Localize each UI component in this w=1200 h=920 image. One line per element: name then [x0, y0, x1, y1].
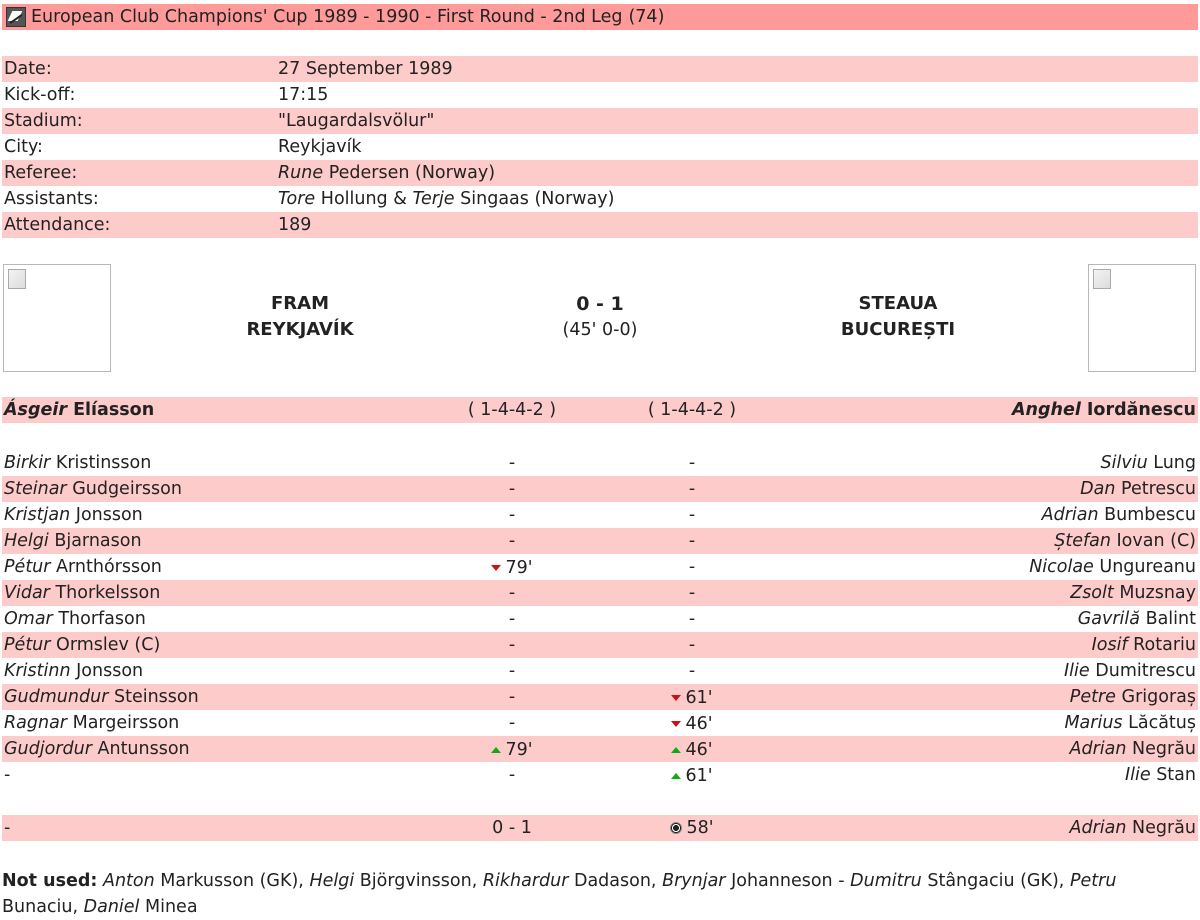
player-first-name: Ștefan: [1054, 531, 1111, 551]
player-last-name: Thorkelsson: [55, 583, 161, 603]
home-player[interactable]: [4, 687, 199, 707]
lineup-row: [2, 658, 1198, 684]
event-text: -: [688, 557, 696, 577]
away-event: [602, 609, 782, 629]
player-last-name: Iovan (C): [1116, 531, 1196, 551]
away-event: [602, 531, 782, 551]
event-text: 61': [685, 766, 713, 786]
player-first-name: Rikhardur: [482, 871, 569, 891]
lineup-row: [2, 502, 1198, 528]
home-event: [422, 765, 602, 785]
away-event: [602, 557, 782, 577]
event-text: -: [688, 453, 696, 473]
home-player[interactable]: [4, 479, 182, 499]
scorer-last-name: Negrău: [1132, 818, 1196, 838]
player-last-name: Gudgeirsson: [72, 479, 182, 499]
event-text: 79': [505, 740, 533, 760]
info-row-stadium: [2, 108, 1198, 134]
not-used-section: [2, 868, 1198, 920]
home-player[interactable]: [4, 635, 160, 655]
player-last-name: Jonsson: [76, 661, 144, 681]
player-first-name: Omar: [4, 609, 53, 629]
away-event: [602, 738, 782, 760]
info-label: Attendance:: [4, 215, 111, 235]
player-last-name: Stângaciu (GK),: [927, 871, 1065, 891]
home-event: [422, 505, 602, 525]
info-label: Assistants:: [4, 189, 99, 209]
player-last-name: -: [4, 765, 11, 785]
home-player[interactable]: [4, 765, 10, 785]
away-player[interactable]: [1070, 583, 1196, 603]
away-player[interactable]: [1029, 557, 1196, 577]
player-last-name: Lung: [1153, 453, 1196, 473]
player-first-name: Ilie: [1064, 661, 1090, 681]
info-value: Reykjavík: [278, 137, 362, 157]
player-first-name: Pétur: [4, 557, 51, 577]
sub-out-icon: [671, 695, 681, 701]
player-first-name: Petru: [1069, 871, 1117, 891]
home-player[interactable]: [4, 453, 151, 473]
player-first-name: Marius: [1064, 713, 1123, 733]
event-text: -: [508, 713, 516, 733]
goal-minute: 58': [686, 817, 714, 838]
player-last-name: Dumitrescu: [1095, 661, 1196, 681]
referee-first-name: Rune: [278, 163, 324, 183]
lineup-row: [2, 710, 1198, 736]
not-used-separator: -: [838, 871, 845, 891]
sub-in-icon: [671, 773, 681, 779]
goal-event: [602, 818, 782, 839]
away-team-logo: [1088, 264, 1196, 372]
player-last-name: Bumbescu: [1104, 505, 1196, 525]
player-first-name: Dumitru: [850, 871, 922, 891]
ball-icon: [670, 822, 682, 834]
home-player[interactable]: [4, 583, 160, 603]
away-player[interactable]: [1101, 453, 1196, 473]
event-text: 79': [505, 558, 533, 578]
player-last-name: Petrescu: [1121, 479, 1196, 499]
not-used-label: Not used:: [2, 871, 98, 891]
home-event: [422, 556, 602, 578]
event-text: -: [688, 661, 696, 681]
info-label: Referee:: [4, 163, 78, 183]
lineup-row: [2, 528, 1198, 554]
scorer-first-name: Adrian: [1069, 818, 1127, 838]
info-value: [278, 163, 495, 183]
home-player[interactable]: [4, 739, 190, 759]
page-title: European Club Champions' Cup 1989 - 1990 - First Round - 2nd Leg: [31, 7, 623, 27]
player-last-name: Dadason,: [573, 871, 657, 891]
player-first-name: Zsolt: [1070, 583, 1114, 603]
info-row-date: [2, 56, 1198, 82]
player-last-name: Muzsnay: [1119, 583, 1196, 603]
halftime-score: (45' 0-0): [562, 320, 638, 340]
player-last-name: Thorfason: [58, 609, 146, 629]
away-event: [602, 479, 782, 499]
home-event: [422, 635, 602, 655]
assistant-first-name: Terje: [412, 189, 455, 209]
lineup-row: [2, 684, 1198, 710]
away-event: [602, 686, 782, 708]
home-team-logo: [3, 264, 111, 372]
player-first-name: Kristjan: [4, 505, 71, 525]
info-row-referee: [2, 160, 1198, 186]
lineup-row: [2, 762, 1198, 788]
away-team-name-line2: BUCUREȘTI: [840, 319, 956, 340]
lineup-row: [2, 606, 1198, 632]
assistant-last-name: Hollung &: [320, 189, 407, 209]
player-first-name: Vidar: [4, 583, 50, 603]
home-event: [422, 531, 602, 551]
home-formation: ( 1-4-4-2 ): [467, 400, 557, 420]
home-event: [422, 738, 602, 760]
home-coach-last-name: Elíasson: [73, 400, 155, 420]
event-text: -: [508, 765, 516, 785]
player-first-name: Adrian: [1041, 505, 1099, 525]
info-label: City:: [4, 137, 43, 157]
event-text: 46': [685, 740, 713, 760]
player-first-name: Iosif: [1091, 635, 1128, 655]
home-event: [422, 453, 602, 473]
player-last-name: Johanneson: [731, 871, 833, 891]
away-player[interactable]: [1092, 635, 1196, 655]
away-event: [602, 505, 782, 525]
away-player[interactable]: [1078, 609, 1196, 629]
away-player[interactable]: [1069, 739, 1196, 759]
home-team-name[interactable]: [180, 291, 420, 343]
player-first-name: Anton: [102, 871, 155, 891]
event-text: -: [508, 583, 516, 603]
event-text: -: [508, 635, 516, 655]
player-last-name: Kristinsson: [55, 453, 152, 473]
home-event: [422, 713, 602, 733]
info-row-city: [2, 134, 1198, 160]
goal-home-cell: -: [4, 818, 11, 838]
player-first-name: Dan: [1080, 479, 1116, 499]
player-last-name: Balint: [1145, 609, 1196, 629]
lineup-row: [2, 580, 1198, 606]
home-player[interactable]: [4, 505, 143, 525]
assistant-first-name: Tore: [278, 189, 316, 209]
event-text: -: [688, 531, 696, 551]
home-coach[interactable]: [4, 400, 154, 420]
away-event: [602, 764, 782, 786]
goal-running-score: 0 - 1: [492, 818, 532, 838]
lineup-row: [2, 632, 1198, 658]
home-event: [422, 609, 602, 629]
player-last-name: Grigoraș: [1121, 687, 1196, 707]
player-first-name: Silviu: [1100, 453, 1148, 473]
player-first-name: Gudmundur: [4, 687, 109, 707]
player-first-name: Helgi: [4, 531, 49, 551]
player-last-name: Stan: [1156, 765, 1196, 785]
away-event: [602, 712, 782, 734]
lineup-row: [2, 736, 1198, 762]
player-first-name: Petre: [1069, 687, 1116, 707]
home-team-name-line2: REYKJAVÍK: [246, 319, 354, 340]
player-last-name: Arnthórsson: [56, 557, 162, 577]
player-last-name: Ungureanu: [1099, 557, 1196, 577]
sub-out-icon: [491, 565, 501, 571]
away-coach-first-name: Anghel: [1011, 400, 1081, 420]
event-text: -: [508, 687, 516, 707]
info-label: Kick-off:: [4, 85, 76, 105]
home-event: [422, 661, 602, 681]
player-first-name: Gavrilă: [1077, 609, 1140, 629]
player-last-name: Ormslev (C): [56, 635, 161, 655]
event-text: -: [508, 531, 516, 551]
home-player[interactable]: [4, 557, 162, 577]
home-event: [422, 479, 602, 499]
event-text: -: [508, 609, 516, 629]
away-player[interactable]: [1054, 531, 1196, 551]
event-text: 61': [685, 688, 713, 708]
event-text: 46': [685, 714, 713, 734]
home-team-name-line1: FRAM: [271, 293, 329, 314]
player-first-name: Brynjar: [662, 871, 726, 891]
home-player[interactable]: [4, 661, 143, 681]
referee-last-name: Pedersen (Norway): [328, 163, 496, 183]
player-first-name: Gudjordur: [4, 739, 92, 759]
player-first-name: Daniel: [83, 897, 140, 917]
final-score: 0 - 1: [576, 293, 624, 315]
away-team-name[interactable]: [778, 291, 1018, 343]
coaches-row: [2, 397, 1198, 423]
event-text: -: [688, 505, 696, 525]
player-last-name: Bjarnason: [54, 531, 142, 551]
player-last-name: Steinsson: [113, 687, 199, 707]
away-event: [602, 661, 782, 681]
home-event: [422, 687, 602, 707]
sub-out-icon: [671, 721, 681, 727]
info-label: Stadium:: [4, 111, 83, 131]
info-row-assistants: [2, 186, 1198, 212]
away-player[interactable]: [1064, 713, 1196, 733]
info-value: 27 September 1989: [278, 59, 453, 79]
away-event: [602, 583, 782, 603]
event-text: -: [688, 635, 696, 655]
player-last-name: Markusson (GK),: [160, 871, 304, 891]
event-text: -: [508, 453, 516, 473]
goal-row: [2, 815, 1198, 841]
event-text: -: [508, 505, 516, 525]
sub-in-icon: [671, 747, 681, 753]
player-last-name: Jonsson: [75, 505, 143, 525]
player-last-name: Rotariu: [1133, 635, 1196, 655]
player-last-name: Minea: [145, 897, 198, 917]
info-row-kickoff: [2, 82, 1198, 108]
away-formation: ( 1-4-4-2 ): [647, 400, 737, 420]
player-first-name: Helgi: [309, 871, 355, 891]
not-used-home: [103, 871, 838, 891]
assistant-last-name: Singaas (Norway): [460, 189, 615, 209]
event-text: -: [688, 479, 696, 499]
page-title-bar: [2, 4, 1198, 30]
info-value: 17:15: [278, 85, 329, 105]
event-text: -: [508, 479, 516, 499]
away-event: [602, 635, 782, 655]
goal-scorer[interactable]: [1069, 818, 1196, 838]
event-text: -: [508, 661, 516, 681]
info-value: 189: [278, 215, 312, 235]
player-first-name: Adrian: [1069, 739, 1127, 759]
info-value: [278, 189, 615, 209]
score-box: [500, 291, 700, 343]
sub-in-icon: [491, 747, 501, 753]
away-player[interactable]: [1042, 505, 1196, 525]
player-first-name: Ilie: [1124, 765, 1151, 785]
player-first-name: Kristinn: [4, 661, 71, 681]
away-team-name-line1: STEAUA: [858, 293, 938, 314]
home-coach-first-name: Ásgeir: [4, 400, 67, 420]
player-last-name: Negrău: [1132, 739, 1196, 759]
home-player[interactable]: [4, 531, 142, 551]
player-first-name: Steinar: [4, 479, 67, 499]
away-player[interactable]: [1064, 661, 1196, 681]
player-first-name: Birkir: [4, 453, 51, 473]
player-last-name: Björgvinsson,: [359, 871, 478, 891]
lineup-row: [2, 476, 1198, 502]
lineup-row: [2, 554, 1198, 580]
event-text: -: [688, 609, 696, 629]
home-player[interactable]: [4, 609, 146, 629]
away-player[interactable]: [1070, 687, 1196, 707]
away-event: [602, 453, 782, 473]
match-number: (74): [628, 7, 665, 27]
player-last-name: Lăcătuș: [1128, 713, 1196, 733]
home-player[interactable]: [4, 713, 179, 733]
away-coach-last-name: Iordănescu: [1086, 400, 1196, 420]
image-icon: [6, 7, 26, 27]
player-last-name: Margeirsson: [72, 713, 180, 733]
away-player[interactable]: [1125, 765, 1196, 785]
player-last-name: Antunsson: [97, 739, 190, 759]
away-player[interactable]: [1080, 479, 1196, 499]
player-first-name: Nicolae: [1029, 557, 1094, 577]
player-first-name: Ragnar: [4, 713, 68, 733]
event-text: -: [688, 583, 696, 603]
away-coach[interactable]: [1012, 400, 1196, 420]
info-value: "Laugardalsvölur": [278, 111, 435, 131]
player-last-name: Bunaciu,: [2, 897, 79, 917]
lineup-row: [2, 450, 1198, 476]
info-row-attendance: [2, 212, 1198, 238]
home-event: [422, 583, 602, 603]
player-first-name: Pétur: [4, 635, 51, 655]
info-label: Date:: [4, 59, 52, 79]
